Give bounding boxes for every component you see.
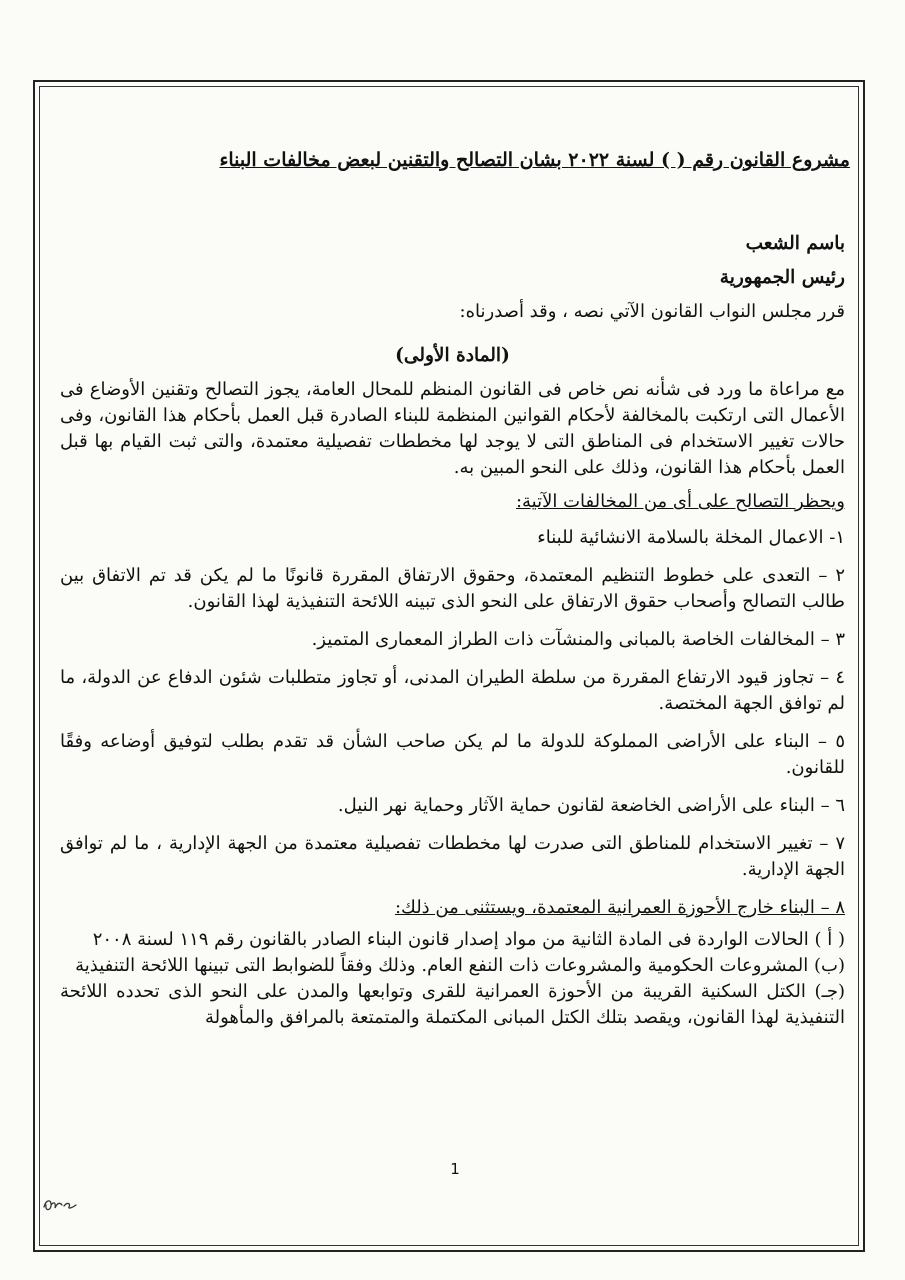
prohibited-item-5: ٥ – البناء على الأراضى المملوكة للدولة ما لم يكن صاحب الشأن قد تقدم بطلب لتوفيق أوضاعه وفقًا للقانون.: [60, 731, 845, 778]
exception-b: (ب) المشروعات الحكومية والمشروعات ذات النفع العام. وذلك وفقاً للضوابط التى تبينها اللائحة التنفيذية: [75, 955, 845, 976]
prohibited-item-2: ٢ – التعدى على خطوط التنظيم المعتمدة، وحقوق الارتفاق المقررة قانونًا ما لم يكن قد تم الاتفاق بين طالب التصالح وأصحاب حقوق الارتفاق على النحو الذى تبينه اللائحة التنفيذية لهذا القانون.: [60, 565, 845, 612]
intro-text: قرر مجلس النواب القانون الآتي نصه ، وقد أصدرناه:: [459, 301, 845, 322]
prohibited-item-7: ٧ – تغيير الاستخدام للمناطق التى صدرت لها مخططات تفصيلية معتمدة من الجهة الإدارية ، ما لم توافق الجهة الإدارية.: [60, 833, 845, 880]
page-number: 1: [450, 1160, 460, 1178]
exception-a: ( أ ) الحالات الواردة فى المادة الثانية من مواد إصدار قانون البناء الصادر بالقانون رقم ١١٩ لسنة ٢٠٠٨: [92, 929, 845, 950]
heading-in-the-name-of-the-people: باسم الشعب: [745, 233, 845, 254]
article-body: مع مراعاة ما ورد فى شأنه نص خاص فى القانون المنظم للمحال العامة، يجوز التصالح وتقنين الأوضاع فى الأعمال التى ارتكبت بالمخالفة لأحكام القوانين المنظمة للبناء الصادرة قبل العمل بأحكام هذا القانون، وفى حالات تغيير الاستخدام فى المناطق التى لا يوجد لها مخططات تفصيلية معتمدة، والتى ثبت القيام بها قبل العمل بأحكام هذا القانون، وذلك على النحو المبين به.: [60, 379, 845, 478]
document-title: مشروع القانون رقم ( ) لسنة ٢٠٢٢ بشان التصالح والتقنين لبعض مخالفات البناء: [219, 149, 850, 171]
prohibited-item-3: ٣ – المخالفات الخاصة بالمبانى والمنشآت ذات الطراز المعمارى المتميز.: [311, 629, 845, 650]
handwritten-initials: [40, 1193, 80, 1215]
prohibited-item-1: ١- الاعمال المخلة بالسلامة الانشائية للبناء: [537, 527, 845, 548]
exception-c: (جـ) الكتل السكنية القريبة من الأحوزة العمرانية للقرى وتوابعها والمدن على النحو الذى تحدده اللائحة التنفيذية لهذا القانون، ويقصد بتلك الكتل المبانى المكتملة والمتمتعة بالمرافق والمأهولة: [60, 981, 845, 1028]
prohibited-item-6: ٦ – البناء على الأراضى الخاضعة لقانون حماية الآثار وحماية نهر النيل.: [337, 795, 845, 816]
prohibited-item-4: ٤ – تجاوز قيود الارتفاع المقررة من سلطة الطيران المدنى، أو تجاوز متطلبات شئون الدفاع عن الدولة، ما لم توافق الجهة المختصة.: [60, 667, 845, 714]
document-body: [60, 128, 850, 1031]
heading-president: رئيس الجمهورية: [719, 267, 845, 288]
article-title: (المادة الأولى): [395, 345, 510, 366]
prohibition-heading: ويحظر التصالح على أى من المخالفات الآتية:: [515, 491, 845, 512]
prohibited-item-8-heading: ٨ – البناء خارج الأحوزة العمرانية المعتمدة، ويستثنى من ذلك:: [394, 897, 845, 918]
